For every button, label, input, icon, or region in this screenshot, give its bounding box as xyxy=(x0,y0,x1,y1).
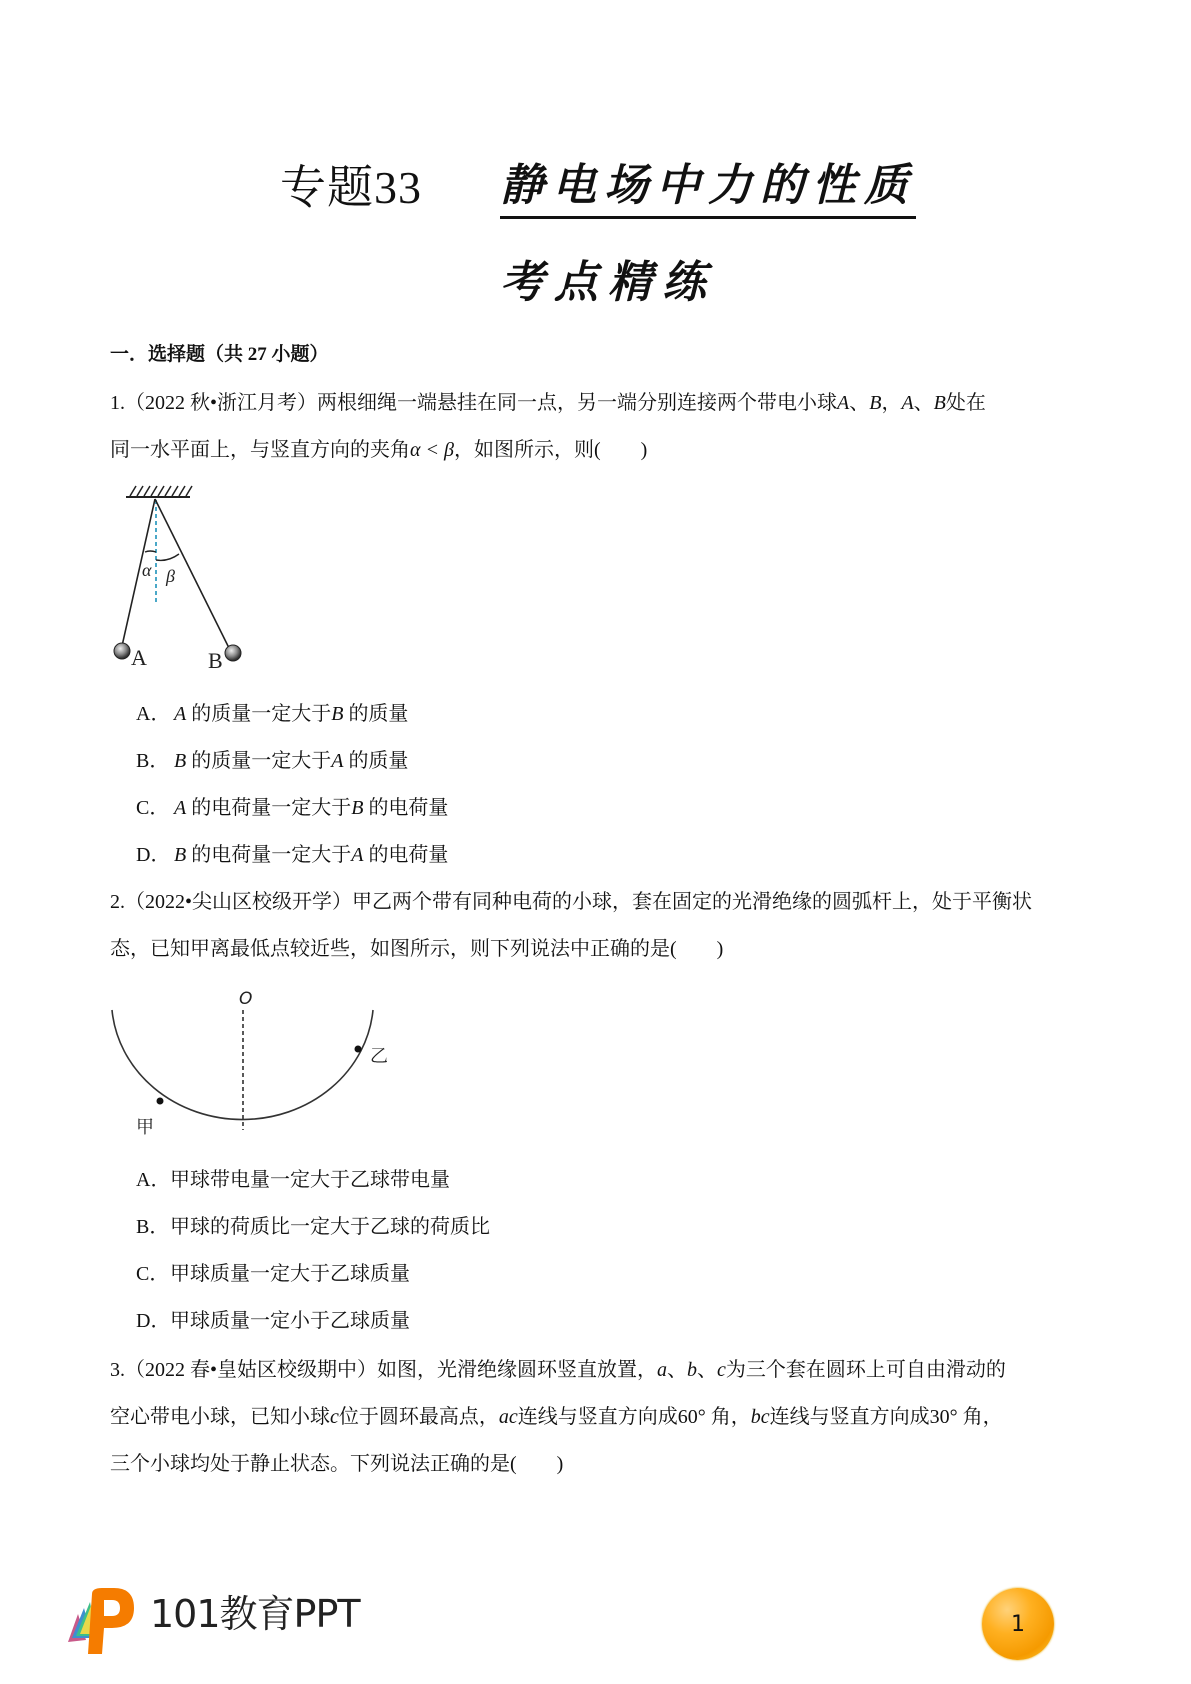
option-key: C． xyxy=(136,797,170,819)
option-text: 的电荷量一定大于 xyxy=(191,797,352,819)
option-key: D． xyxy=(136,1310,171,1332)
var: B xyxy=(174,844,187,866)
page-number-badge xyxy=(982,1588,1054,1660)
q2-option-d[interactable] xyxy=(136,1308,410,1334)
var: A xyxy=(174,703,187,725)
q1-text: ，如图所示，则( ) xyxy=(453,439,648,461)
punct: 、 xyxy=(697,1359,718,1381)
ball-yi xyxy=(355,1046,362,1053)
alpha-label: α xyxy=(142,560,152,580)
option-key: A． xyxy=(136,1169,171,1191)
topic-number: 专题33 xyxy=(280,162,422,213)
q1-option-a[interactable] xyxy=(136,701,408,727)
alpha-arc xyxy=(145,551,156,552)
q3-text: 连线与竖直方向成30° 角， xyxy=(769,1406,1003,1428)
angle-inequality: α < β xyxy=(410,439,454,461)
logo-text: 101教育PPT xyxy=(150,1592,360,1636)
q2-line-1: 2.（2022•尖山区校级开学）甲乙两个带有同种电荷的小球，套在固定的光滑绝缘的圆弧杆上，处于平衡状 xyxy=(110,891,1033,913)
var: B xyxy=(174,750,187,772)
q2-option-b[interactable] xyxy=(136,1214,490,1240)
q1-option-d[interactable] xyxy=(136,842,448,868)
var-ac: ac xyxy=(498,1406,518,1428)
q1-text: 处在 xyxy=(945,392,986,414)
q3-text: 空心带电小球，已知小球 xyxy=(110,1406,330,1428)
q1-text: 1.（2022 秋•浙江月考）两根细绳一端悬挂在同一点，另一端分别连接两个带电小球 xyxy=(110,392,838,414)
var-a: A xyxy=(901,392,914,414)
figure-pendulum xyxy=(100,480,300,680)
option-key: B． xyxy=(136,1216,170,1238)
option-text: 的电荷量一定大于 xyxy=(191,844,352,866)
option-text: 的质量一定大于 xyxy=(191,703,332,725)
figure-arc xyxy=(100,980,400,1150)
option-text: 的质量 xyxy=(348,703,409,725)
ceiling xyxy=(126,486,192,497)
q3-text: 三个小球均处于静止状态。下列说法正确的是( ) xyxy=(110,1453,564,1475)
ball-b-label: B xyxy=(208,648,223,673)
page-number: 1 xyxy=(1011,1611,1025,1637)
subtitle: 考点精练 xyxy=(500,258,716,307)
var: B xyxy=(331,703,344,725)
q1-option-b[interactable] xyxy=(136,748,408,774)
var-b: B xyxy=(869,392,882,414)
beta-label: β xyxy=(166,566,175,586)
q2-option-c[interactable] xyxy=(136,1261,410,1287)
var-b: b xyxy=(687,1359,698,1381)
var: B xyxy=(351,797,364,819)
option-text: 甲球的荷质比一定大于乙球的荷质比 xyxy=(170,1216,490,1238)
option-key: C． xyxy=(136,1263,170,1285)
q1-text: 同一水平面上，与竖直方向的夹角 xyxy=(110,439,410,461)
ball-a-label: A xyxy=(131,645,147,670)
var: A xyxy=(331,750,344,772)
q3-line-2 xyxy=(110,1404,1003,1430)
option-key: D． xyxy=(136,844,171,866)
option-text: 甲球质量一定小于乙球质量 xyxy=(170,1310,410,1332)
ball-jia xyxy=(157,1098,164,1105)
topic-title: 静电场中力的性质 xyxy=(500,158,916,219)
q3-text: 连线与竖直方向成60° 角， xyxy=(517,1406,751,1428)
section-title: 一．选择题（共 27 小题） xyxy=(110,344,329,365)
jia-label: 甲 xyxy=(136,1117,154,1138)
var: A xyxy=(351,844,364,866)
punct: ， xyxy=(881,392,902,414)
q1-line-2 xyxy=(110,437,647,463)
option-text: 甲球带电量一定大于乙球带电量 xyxy=(170,1169,450,1191)
q2-line-2: 态，已知甲离最低点较近些，如图所示，则下列说法中正确的是( ) xyxy=(110,938,724,960)
option-text: 的质量 xyxy=(348,750,409,772)
q3-text: 位于圆环最高点， xyxy=(338,1406,499,1428)
option-text: 的质量一定大于 xyxy=(191,750,332,772)
option-key: B． xyxy=(136,750,170,772)
q1-option-c[interactable] xyxy=(136,795,448,821)
punct: 、 xyxy=(849,392,870,414)
var: A xyxy=(174,797,187,819)
option-text: 的电荷量 xyxy=(368,797,449,819)
q3-text: 3.（2022 春•皇姑区校级期中）如图，光滑绝缘圆环竖直放置， xyxy=(110,1359,658,1381)
var-a: A xyxy=(837,392,850,414)
option-key: A． xyxy=(136,703,171,725)
option-text: 的电荷量 xyxy=(368,844,449,866)
q3-line-1 xyxy=(110,1357,1006,1383)
var-c: c xyxy=(330,1406,339,1428)
ball-b xyxy=(225,645,241,661)
punct: 、 xyxy=(913,392,934,414)
var-b: B xyxy=(933,392,946,414)
beta-arc xyxy=(156,554,179,560)
logo-icon xyxy=(62,1580,142,1660)
yi-label: 乙 xyxy=(370,1046,388,1067)
option-text: 甲球质量一定大于乙球质量 xyxy=(170,1263,410,1285)
q3-text: 为三个套在圆环上可自由滑动的 xyxy=(725,1359,1006,1381)
o-label: O xyxy=(239,989,253,1009)
var-a: a xyxy=(657,1359,668,1381)
ball-a xyxy=(114,643,130,659)
q3-line-3 xyxy=(110,1451,563,1477)
q2-option-a[interactable] xyxy=(136,1167,450,1193)
q1-line-1 xyxy=(110,390,986,416)
var-bc: bc xyxy=(750,1406,770,1428)
punct: 、 xyxy=(667,1359,688,1381)
var-c: c xyxy=(717,1359,726,1381)
